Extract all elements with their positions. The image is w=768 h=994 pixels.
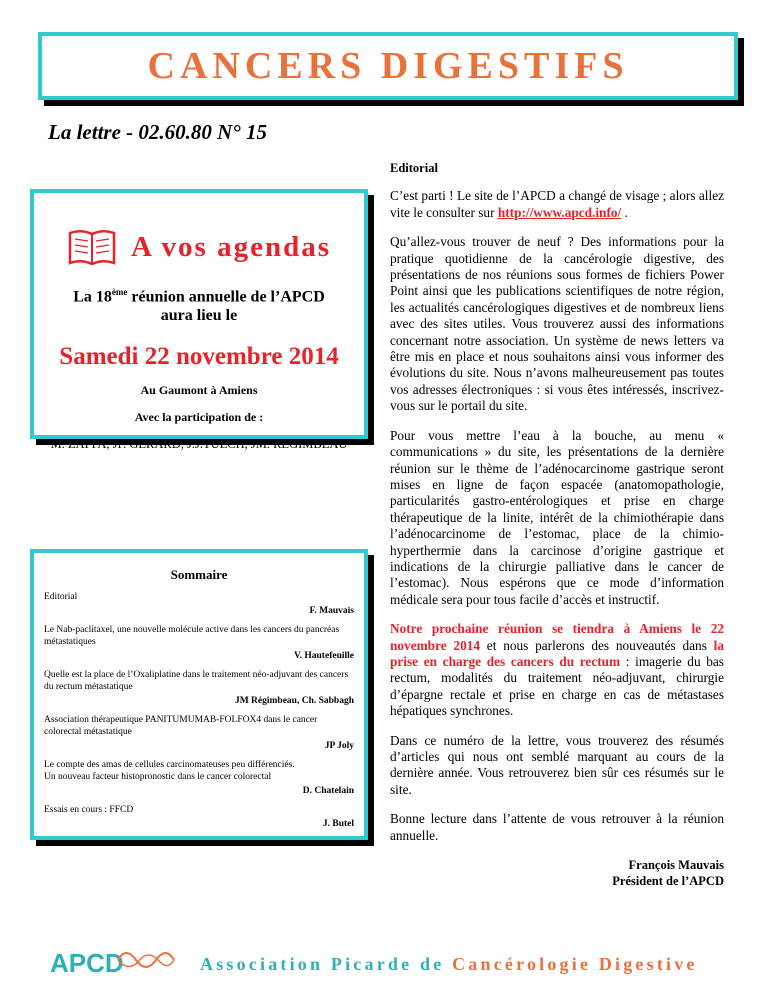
header-banner bbox=[38, 32, 738, 100]
sommaire-item bbox=[44, 591, 354, 617]
sommaire-item-title: Le Nab-paclitaxel, une nouvelle molécule active dans les cancers du pancréas métastatiques bbox=[44, 625, 340, 647]
p1-end: . bbox=[621, 204, 628, 220]
agenda-title: A vos agendas bbox=[130, 230, 332, 263]
sommaire-item bbox=[44, 669, 354, 707]
sommaire-item-title: Quelle est la place de l’Oxaliplatine dans le traitement néo-adjuvant des cancers du rectum métastatique bbox=[44, 670, 349, 692]
ordinal-suffix: ème bbox=[111, 287, 128, 297]
editorial-paragraph-3: Pour vous mettre l’eau à la bouche, au menu « communications » du site, les présentations de la dernière réunion sur le thème de l’adénocarcinome gastrique seront mises en ligne de façon espacée (anatomopathologie, particularités gastro-entérologiques et prise en charge thérapeutique de la linite, intérêt de la chimiothérapie dans l’adénocarcinome de l’estomac, place de la chimio-hyperthermie dans la carcinose d’origine gastrique et indications de la chirurgie palliative dans le cancer de l’estomac). Nous espérons que ce mode d’information médicale sera pour tous facile d’accès et instructif. bbox=[390, 427, 724, 607]
meeting-line2: aura lieu le bbox=[160, 307, 238, 325]
website-link[interactable]: http://www.apcd.info/ bbox=[497, 204, 622, 220]
sommaire-item-author: V. Hautefeuille bbox=[294, 651, 354, 661]
sommaire-item-author: J. Butel bbox=[322, 819, 354, 829]
sommaire-item-title: Editorial bbox=[44, 592, 78, 602]
sommaire-item bbox=[44, 624, 354, 662]
speakers-list: M. ZAPPA, JP. GERARD, J.J.TUECH, JM. REGIMBEAU bbox=[50, 437, 348, 452]
editorial-paragraph-4 bbox=[390, 621, 724, 719]
editorial-paragraph-2: Qu’allez-vous trouver de neuf ? Des informations pour la pratique quotidienne de la cancérologie digestive, des présentations de nos réunions sous formes de fichiers Power Point ainsi que les publications scientifiques de notre région, les actualités cancérologiques digestives et de nombreux liens avec des sites utiles. Vous trouverez aussi des informations concernant notre association. Un système de news letters va être mis en place et nous souhaitons ainsi vous informer des évolutions du site. Nous n’avons malheureusement pas toutes vos adresses électroniques : si vous êtes intéressés, inscrivez-vous sur le portail du site. bbox=[390, 234, 724, 414]
editorial-paragraph-6: Bonne lecture dans l’attente de vous retrouver à la réunion annuelle. bbox=[390, 811, 724, 843]
sommaire-item-author: JP Joly bbox=[324, 741, 354, 751]
meeting-ordinal: La 18 bbox=[73, 288, 112, 306]
participation-label: Avec la participation de : bbox=[134, 410, 264, 425]
issue-subtitle: La lettre - 02.60.80 N° 15 bbox=[48, 120, 267, 144]
sommaire-title: Sommaire bbox=[170, 567, 228, 582]
sommaire-item bbox=[44, 759, 354, 797]
newsletter-title: CANCERS DIGESTIFS bbox=[147, 45, 629, 87]
signature bbox=[390, 857, 724, 889]
meeting-label: réunion annuelle de l’APCD bbox=[127, 288, 325, 306]
sommaire-item-author: D. Chatelain bbox=[302, 786, 354, 796]
signature-name: François Mauvais bbox=[628, 858, 724, 873]
editorial-heading: Editorial bbox=[390, 161, 438, 175]
p4-end: : imagerie du bas rectum, modalités du traitement néo-adjuvant, chirurgie d’épargne rectale et prise en charge en cas de métastases hépatiques synchrones. bbox=[390, 653, 724, 719]
p1-text: C’est parti ! Le site de l’APCD a changé de visage ; alors allez vite le consulter sur bbox=[390, 188, 724, 220]
sommaire-item-author: JM Régimbeau, Ch. Sabbagh bbox=[234, 696, 354, 706]
apcd-logo bbox=[48, 938, 178, 982]
logo-text: APCD bbox=[50, 948, 124, 978]
agenda-box bbox=[30, 189, 368, 452]
sommaire-box bbox=[30, 549, 368, 840]
meeting-announcement bbox=[34, 283, 364, 325]
footer-association bbox=[200, 954, 698, 975]
sommaire-item bbox=[44, 804, 354, 830]
footer-part1: Association Picarde de bbox=[200, 954, 453, 974]
sommaire-item-author: F. Mauvais bbox=[309, 606, 354, 616]
sommaire-item-title: Le compte des amas de cellules carcinomateuses peu différenciés. Un nouveau facteur histopronostic dans le cancer colorectal bbox=[44, 760, 295, 782]
editorial-paragraph-1 bbox=[390, 188, 724, 221]
sommaire-list bbox=[44, 591, 354, 830]
footer-part2: Cancérologie Digestive bbox=[452, 954, 698, 974]
sommaire-item-title: Association thérapeutique PANITUMUMAB-FOLFOX4 dans le cancer colorectal métastatique bbox=[44, 715, 318, 737]
agenda-header bbox=[34, 227, 364, 267]
editorial-column bbox=[390, 160, 724, 889]
signature-role: Président de l’APCD bbox=[612, 874, 724, 889]
editorial-paragraph-5: Dans ce numéro de la lettre, vous trouverez des résumés d’articles qui nous ont semblé marquant au cours de la dernière année. Vous retrouverez bien sûr ces résumés sur le site. bbox=[390, 732, 724, 797]
sommaire-item bbox=[44, 714, 354, 752]
sommaire-item-title: Essais en cours : FFCD bbox=[44, 805, 134, 815]
next-meeting-highlight: Notre prochaine réunion se tiendra à Amiens le 22 novembre 2014 bbox=[390, 621, 724, 653]
p4-mid: et nous parlerons des nouveautés dans bbox=[480, 637, 714, 653]
open-book-icon bbox=[67, 227, 117, 267]
meeting-date: Samedi 22 novembre 2014 bbox=[59, 343, 339, 371]
rectum-topic-highlight: la prise en charge des cancers du rectum bbox=[390, 637, 725, 669]
meeting-place: Au Gaumont à Amiens bbox=[140, 383, 258, 398]
